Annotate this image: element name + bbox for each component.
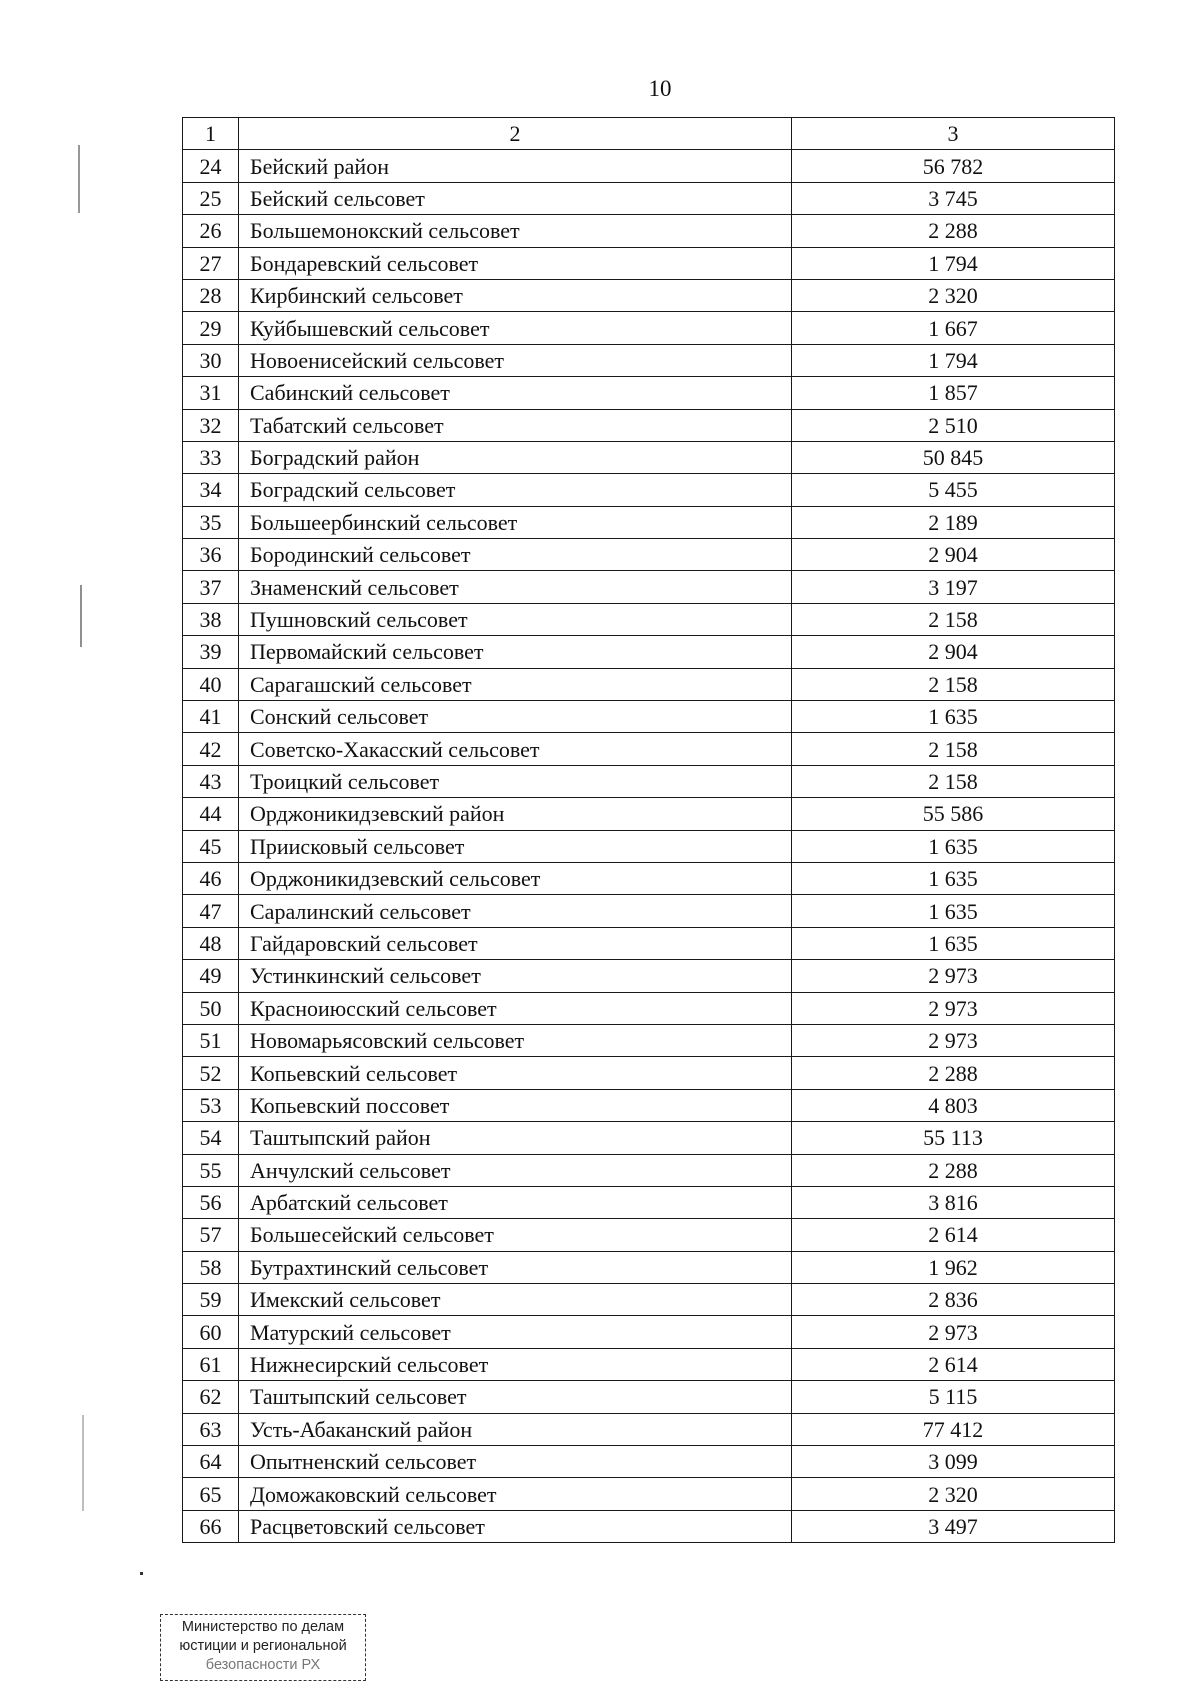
table-row — [183, 895, 1115, 927]
stamp-line: Министерство по делам — [181, 1619, 345, 1635]
table-row — [183, 1348, 1115, 1380]
allocation-table — [182, 117, 1115, 1543]
row-value: 2 973 — [792, 1024, 1115, 1056]
table-row — [183, 603, 1115, 635]
table-row — [183, 1284, 1115, 1316]
row-number: 60 — [183, 1316, 239, 1348]
row-number: 45 — [183, 830, 239, 862]
row-name: Бородинский сельсовет — [239, 539, 792, 571]
row-number: 52 — [183, 1057, 239, 1089]
column-header-3: 3 — [792, 118, 1115, 150]
table-row — [183, 506, 1115, 538]
row-name: Сонский сельсовет — [239, 701, 792, 733]
row-name: Табатский сельсовет — [239, 409, 792, 441]
row-value: 1 635 — [792, 927, 1115, 959]
row-value: 2 288 — [792, 1057, 1115, 1089]
row-number: 55 — [183, 1154, 239, 1186]
row-value: 1 794 — [792, 344, 1115, 376]
row-number: 62 — [183, 1381, 239, 1413]
row-name: Саралинский сельсовет — [239, 895, 792, 927]
column-header-1: 1 — [183, 118, 239, 150]
row-value: 2 836 — [792, 1284, 1115, 1316]
row-number: 25 — [183, 182, 239, 214]
row-number: 56 — [183, 1186, 239, 1218]
table-row — [183, 1024, 1115, 1056]
row-number: 37 — [183, 571, 239, 603]
row-value: 1 794 — [792, 247, 1115, 279]
row-number: 32 — [183, 409, 239, 441]
row-number: 61 — [183, 1348, 239, 1380]
row-value: 3 197 — [792, 571, 1115, 603]
table-row — [183, 474, 1115, 506]
row-name: Знаменский сельсовет — [239, 571, 792, 603]
row-name: Орджоникидзевский сельсовет — [239, 862, 792, 894]
row-value: 2 158 — [792, 603, 1115, 635]
table-row — [183, 830, 1115, 862]
row-number: 43 — [183, 765, 239, 797]
row-name: Сабинский сельсовет — [239, 377, 792, 409]
row-value: 4 803 — [792, 1089, 1115, 1121]
row-number: 53 — [183, 1089, 239, 1121]
row-name: Первомайский сельсовет — [239, 636, 792, 668]
page-number: 10 — [648, 76, 672, 101]
row-number: 24 — [183, 150, 239, 182]
row-value: 2 973 — [792, 992, 1115, 1024]
table-row — [183, 1089, 1115, 1121]
row-name: Новоенисейский сельсовет — [239, 344, 792, 376]
row-name: Большемонокский сельсовет — [239, 215, 792, 247]
row-value: 2 614 — [792, 1219, 1115, 1251]
table-row — [183, 1478, 1115, 1510]
row-name: Советско-Хакасский сельсовет — [239, 733, 792, 765]
table-row — [183, 733, 1115, 765]
row-name: Красноиюсский сельсовет — [239, 992, 792, 1024]
row-number: 46 — [183, 862, 239, 894]
row-number: 29 — [183, 312, 239, 344]
stamp-line: безопасности РХ — [205, 1657, 321, 1673]
row-name: Доможаковский сельсовет — [239, 1478, 792, 1510]
row-number: 59 — [183, 1284, 239, 1316]
table-row — [183, 1057, 1115, 1089]
row-number: 48 — [183, 927, 239, 959]
table-row — [183, 927, 1115, 959]
row-value: 1 635 — [792, 895, 1115, 927]
row-value: 5 115 — [792, 1381, 1115, 1413]
row-number: 65 — [183, 1478, 239, 1510]
table-row — [183, 344, 1115, 376]
row-name: Имекский сельсовет — [239, 1284, 792, 1316]
table-row — [183, 1186, 1115, 1218]
table-row — [183, 1219, 1115, 1251]
table-row — [183, 1446, 1115, 1478]
row-value: 56 782 — [792, 150, 1115, 182]
stamp-line: юстиции и региональной — [179, 1638, 347, 1654]
row-name: Большесейский сельсовет — [239, 1219, 792, 1251]
row-number: 64 — [183, 1446, 239, 1478]
row-value: 3 497 — [792, 1510, 1115, 1542]
row-value: 3 745 — [792, 182, 1115, 214]
table-row — [183, 312, 1115, 344]
row-value: 2 158 — [792, 765, 1115, 797]
row-value: 1 635 — [792, 862, 1115, 894]
scan-artifact — [82, 1415, 84, 1511]
row-name: Бейский сельсовет — [239, 182, 792, 214]
row-value: 77 412 — [792, 1413, 1115, 1445]
row-name: Большеербинский сельсовет — [239, 506, 792, 538]
column-header-2: 2 — [239, 118, 792, 150]
row-number: 34 — [183, 474, 239, 506]
row-number: 66 — [183, 1510, 239, 1542]
row-value: 1 857 — [792, 377, 1115, 409]
row-name: Матурский сельсовет — [239, 1316, 792, 1348]
table-row — [183, 377, 1115, 409]
row-name: Бейский район — [239, 150, 792, 182]
table-row — [183, 1122, 1115, 1154]
table-body — [183, 150, 1115, 1543]
row-value: 2 904 — [792, 539, 1115, 571]
table-row — [183, 1251, 1115, 1283]
row-value: 2 973 — [792, 1316, 1115, 1348]
row-name: Бутрахтинский сельсовет — [239, 1251, 792, 1283]
row-value: 5 455 — [792, 474, 1115, 506]
row-value: 1 635 — [792, 701, 1115, 733]
row-name: Боградский район — [239, 441, 792, 473]
table-row — [183, 539, 1115, 571]
row-value: 2 614 — [792, 1348, 1115, 1380]
row-number: 27 — [183, 247, 239, 279]
table-row — [183, 441, 1115, 473]
table-row — [183, 215, 1115, 247]
table-row — [183, 182, 1115, 214]
row-number: 35 — [183, 506, 239, 538]
table-row — [183, 279, 1115, 311]
row-number: 39 — [183, 636, 239, 668]
row-number: 54 — [183, 1122, 239, 1154]
row-name: Пушновский сельсовет — [239, 603, 792, 635]
row-number: 50 — [183, 992, 239, 1024]
row-name: Гайдаровский сельсовет — [239, 927, 792, 959]
row-name: Усть-Абаканский район — [239, 1413, 792, 1445]
row-number: 33 — [183, 441, 239, 473]
table-row — [183, 862, 1115, 894]
row-value: 2 510 — [792, 409, 1115, 441]
row-value: 50 845 — [792, 441, 1115, 473]
row-name: Приисковый сельсовет — [239, 830, 792, 862]
row-name: Таштыпский район — [239, 1122, 792, 1154]
table-row — [183, 1381, 1115, 1413]
row-value: 2 973 — [792, 960, 1115, 992]
row-name: Расцветовский сельсовет — [239, 1510, 792, 1542]
row-value: 2 320 — [792, 279, 1115, 311]
row-name: Кирбинский сельсовет — [239, 279, 792, 311]
row-value: 2 320 — [792, 1478, 1115, 1510]
row-number: 28 — [183, 279, 239, 311]
table-row — [183, 247, 1115, 279]
row-number: 47 — [183, 895, 239, 927]
row-value: 2 288 — [792, 1154, 1115, 1186]
row-value: 3 099 — [792, 1446, 1115, 1478]
row-number: 40 — [183, 668, 239, 700]
row-value: 3 816 — [792, 1186, 1115, 1218]
row-name: Анчулский сельсовет — [239, 1154, 792, 1186]
row-value: 2 288 — [792, 215, 1115, 247]
row-name: Новомарьясовский сельсовет — [239, 1024, 792, 1056]
row-number: 41 — [183, 701, 239, 733]
row-name: Нижнесирский сельсовет — [239, 1348, 792, 1380]
table-row — [183, 409, 1115, 441]
table-row — [183, 798, 1115, 830]
table-row — [183, 150, 1115, 182]
row-number: 51 — [183, 1024, 239, 1056]
row-number: 57 — [183, 1219, 239, 1251]
scan-artifact — [140, 1572, 143, 1575]
row-number: 30 — [183, 344, 239, 376]
table-row — [183, 765, 1115, 797]
row-number: 44 — [183, 798, 239, 830]
table-row — [183, 571, 1115, 603]
row-name: Бондаревский сельсовет — [239, 247, 792, 279]
table-row — [183, 1510, 1115, 1542]
table-header-row — [183, 118, 1115, 150]
row-value: 2 904 — [792, 636, 1115, 668]
row-name: Сарагашский сельсовет — [239, 668, 792, 700]
row-number: 49 — [183, 960, 239, 992]
table-row — [183, 960, 1115, 992]
row-name: Устинкинский сельсовет — [239, 960, 792, 992]
row-name: Копьевский сельсовет — [239, 1057, 792, 1089]
table-row — [183, 636, 1115, 668]
row-value: 2 189 — [792, 506, 1115, 538]
row-value: 55 113 — [792, 1122, 1115, 1154]
row-value: 2 158 — [792, 733, 1115, 765]
row-name: Таштыпский сельсовет — [239, 1381, 792, 1413]
table-row — [183, 1413, 1115, 1445]
row-name: Боградский сельсовет — [239, 474, 792, 506]
scan-artifact — [80, 585, 82, 647]
row-value: 1 962 — [792, 1251, 1115, 1283]
row-value: 1 635 — [792, 830, 1115, 862]
table-row — [183, 1154, 1115, 1186]
row-value: 1 667 — [792, 312, 1115, 344]
row-number: 36 — [183, 539, 239, 571]
row-value: 55 586 — [792, 798, 1115, 830]
scan-artifact — [78, 145, 80, 213]
row-name: Арбатский сельсовет — [239, 1186, 792, 1218]
row-name: Копьевский поссовет — [239, 1089, 792, 1121]
row-name: Троицкий сельсовет — [239, 765, 792, 797]
row-name: Куйбышевский сельсовет — [239, 312, 792, 344]
row-number: 31 — [183, 377, 239, 409]
table-row — [183, 668, 1115, 700]
row-number: 42 — [183, 733, 239, 765]
table-row — [183, 1316, 1115, 1348]
row-name: Опытненский сельсовет — [239, 1446, 792, 1478]
row-number: 26 — [183, 215, 239, 247]
row-value: 2 158 — [792, 668, 1115, 700]
row-number: 58 — [183, 1251, 239, 1283]
table-row — [183, 701, 1115, 733]
ministry-stamp — [160, 1614, 366, 1681]
row-number: 63 — [183, 1413, 239, 1445]
table-row — [183, 992, 1115, 1024]
row-number: 38 — [183, 603, 239, 635]
row-name: Орджоникидзевский район — [239, 798, 792, 830]
